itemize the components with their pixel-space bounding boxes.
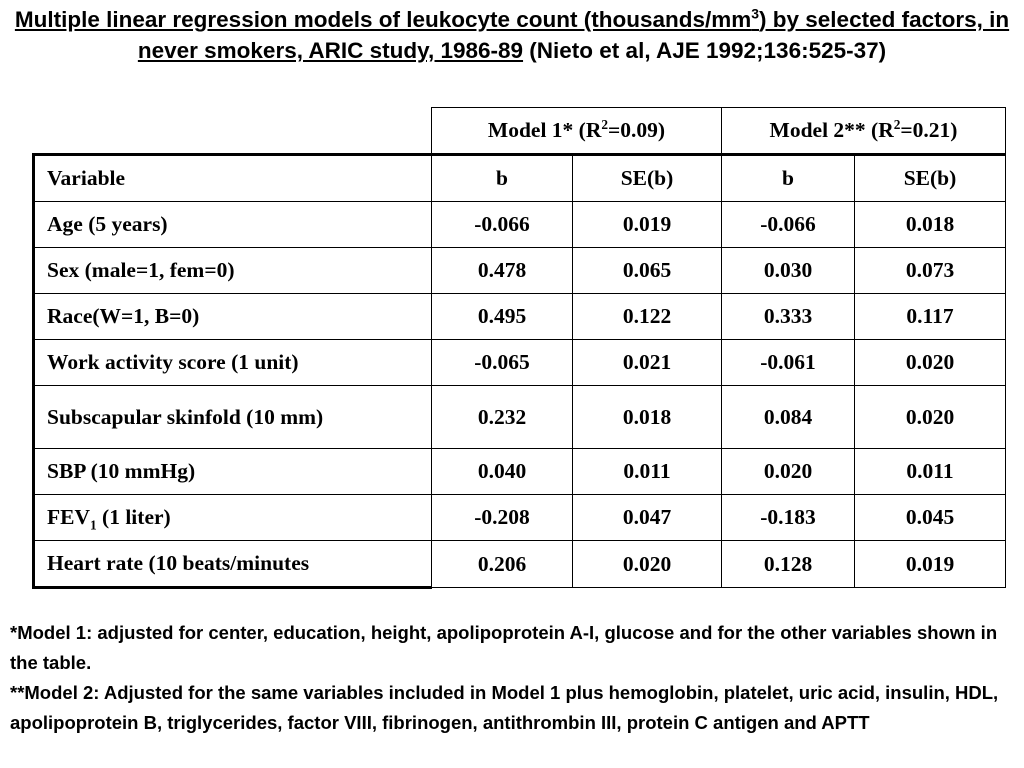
model1-b-cell: 0.206: [432, 541, 573, 588]
variable-cell: Age (5 years): [34, 202, 432, 248]
model1-header: Model 1* $(R^2=0.09)$: [432, 108, 722, 155]
column-header-row: [34, 155, 1006, 202]
model1-b-cell: 0.495: [432, 294, 573, 340]
model2-se-cell: 0.045: [855, 495, 1006, 541]
table-row: [34, 202, 1006, 248]
model1-se-cell: 0.020: [573, 541, 722, 588]
variable-cell: $FEV_1$ (1 liter): [34, 495, 432, 541]
variable-cell: Work activity score (1 unit): [34, 340, 432, 386]
model1-se-cell: 0.021: [573, 340, 722, 386]
model1-b-cell: 0.478: [432, 248, 573, 294]
footnote-model2: **Model 2: Adjusted for the same variables included in Model 1 plus hemoglobin, platelet, uric acid, insulin, HDL, apolipoprotein B, triglycerides, factor VIII, fibrinogen, antithrombin III, protein C antigen and APTT: [10, 682, 999, 733]
model2-b-cell: -0.066: [722, 202, 855, 248]
table-row: [34, 541, 1006, 588]
title-citation: (Nieto et al, AJE 1992;136:525-37): [523, 38, 887, 63]
model2-se-cell: 0.073: [855, 248, 1006, 294]
table-row: [34, 449, 1006, 495]
title-superscript: 3: [751, 5, 760, 22]
model2-b-cell: -0.061: [722, 340, 855, 386]
model1-b-cell: 0.232: [432, 386, 573, 449]
model2-b-cell: 0.128: [722, 541, 855, 588]
model2-se-cell: 0.019: [855, 541, 1006, 588]
model2-b-header: b: [722, 155, 855, 202]
variable-header: Variable: [34, 155, 432, 202]
footnote-model1: *Model 1: adjusted for center, education, height, apolipoprotein A-I, glucose and for the other variables shown in the table.: [10, 622, 998, 673]
variable-cell: Race(W=1, B=0): [34, 294, 432, 340]
table-row: [34, 294, 1006, 340]
model1-b-cell: -0.066: [432, 202, 573, 248]
model1-se-cell: 0.122: [573, 294, 722, 340]
model1-b-cell: -0.065: [432, 340, 573, 386]
page-title: [12, 4, 1012, 66]
model1-se-cell: 0.018: [573, 386, 722, 449]
model1-b-header: b: [432, 155, 573, 202]
footnotes: [10, 618, 1014, 738]
model2-se-cell: 0.117: [855, 294, 1006, 340]
model2-header: Model 2** $(R^2=0.21)$: [722, 108, 1006, 155]
model2-se-cell: 0.011: [855, 449, 1006, 495]
model2-b-cell: 0.020: [722, 449, 855, 495]
model2-b-cell: 0.030: [722, 248, 855, 294]
model1-se-cell: 0.011: [573, 449, 722, 495]
table-row: [34, 495, 1006, 541]
model2-se-cell: 0.018: [855, 202, 1006, 248]
variable-cell: Heart rate (10 beats/minutes: [34, 541, 432, 588]
model1-se-cell: 0.065: [573, 248, 722, 294]
model-header-row: [34, 108, 1006, 155]
model2-b-cell: 0.084: [722, 386, 855, 449]
model2-se-cell: 0.020: [855, 386, 1006, 449]
title-text-part1: Multiple linear regression models of leukocyte count (thousands/mm: [14, 7, 752, 32]
table-row: [34, 340, 1006, 386]
table-row: [34, 248, 1006, 294]
variable-cell: Sex (male=1, fem=0): [34, 248, 432, 294]
title-text-part2: ) by selected factors, in never smokers, ARIC study, 1986-89: [137, 7, 1010, 63]
model2-b-cell: 0.333: [722, 294, 855, 340]
model2-se-header: SE(b): [855, 155, 1006, 202]
variable-text: Subscapular skinfold (10 mm): [47, 405, 324, 429]
model1-b-cell: 0.040: [432, 449, 573, 495]
variable-cell: SBP (10 mmHg): [34, 449, 432, 495]
variable-cell: [34, 386, 432, 449]
model2-se-cell: 0.020: [855, 340, 1006, 386]
regression-table: [32, 107, 1006, 589]
table-row: [34, 386, 1006, 449]
model1-se-header: SE(b): [573, 155, 722, 202]
model1-se-cell: 0.019: [573, 202, 722, 248]
model1-se-cell: 0.047: [573, 495, 722, 541]
header-blank-cell: [34, 108, 432, 155]
model2-b-cell: -0.183: [722, 495, 855, 541]
model1-b-cell: -0.208: [432, 495, 573, 541]
